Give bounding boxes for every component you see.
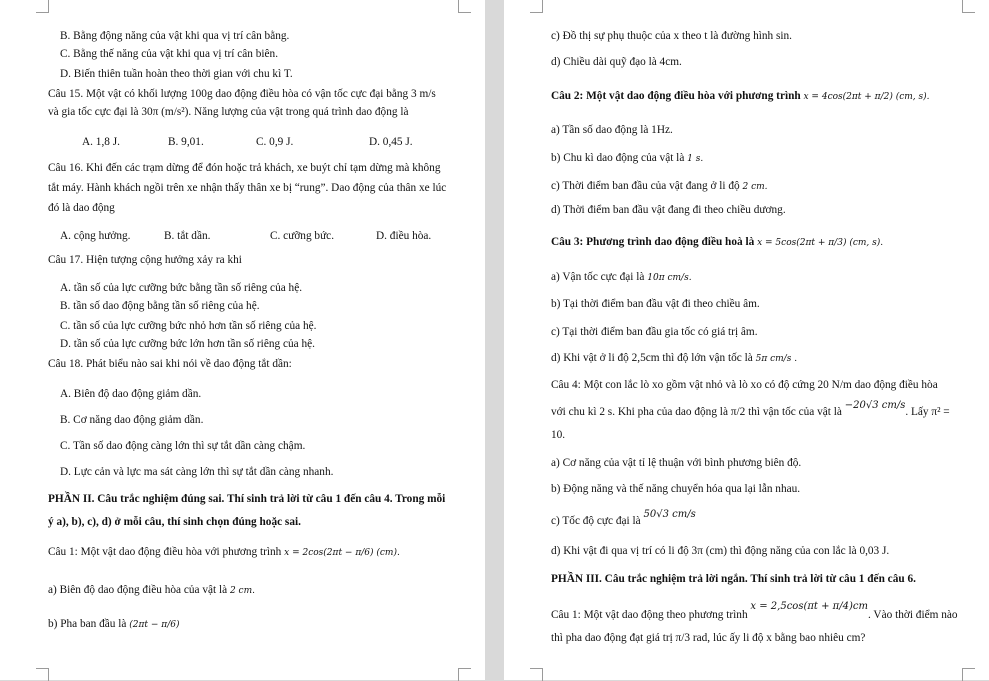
option-line: A. tần số của lực cưỡng bức bằng tần số riêng của hệ.: [60, 282, 303, 294]
statement-line: [551, 351, 797, 366]
question-text: Câu 1: Một vật dao động theo phương trình: [551, 609, 748, 621]
crop-mark: [962, 668, 975, 681]
option: D. điều hòa.: [376, 230, 432, 242]
equation: x = 2cos(2πt − π/6) (cm).: [284, 548, 400, 558]
crop-mark: [36, 668, 49, 681]
statement-text: b) Pha ban đầu là: [48, 618, 127, 630]
statement-line: [551, 509, 696, 529]
statement-line: [551, 151, 703, 166]
q15-options: [82, 135, 413, 149]
statement-line: [48, 583, 255, 598]
question-line: Câu 15. Một vật có khối lượng 100g dao động điều hòa có vận tốc cực đại bằng 3 m/s: [48, 88, 436, 100]
equation: 10π cm/s.: [647, 273, 692, 283]
equation: x = 4cos(2πt + π/2) (cm, s).: [803, 92, 930, 102]
option-line: B. Bằng động năng của vật khi qua vị trí cân bằng.: [60, 30, 290, 42]
statement-line: d) Thời điểm ban đầu vật đang đi theo chiều dương.: [551, 204, 786, 216]
equation: 1 s.: [687, 154, 704, 164]
statement-line: [48, 617, 179, 632]
option-line: B. Cơ năng dao động giảm dần.: [60, 414, 204, 426]
equation: (2πt − π/6): [129, 620, 180, 630]
option-line: D. Lực cản và lực ma sát càng lớn thì sự tắt dần càng nhanh.: [60, 466, 334, 478]
crop-mark: [36, 0, 49, 13]
option: C. cưỡng bức.: [270, 230, 335, 242]
statement-line: [551, 270, 692, 285]
q16-options: [60, 229, 431, 243]
equation: 2 cm.: [742, 182, 768, 192]
section-heading: PHẦN II. Câu trắc nghiệm đúng sai. Thí sinh trả lời từ câu 1 đến câu 4. Trong mỗi: [48, 493, 446, 505]
question-line: [551, 400, 950, 420]
question-line: và gia tốc cực đại là 30π (m/s²). Năng lượng của vật trong quá trình dao động là: [48, 106, 409, 118]
question-line: Câu 18. Phát biểu nào sai khi nói về dao động tắt dần:: [48, 358, 292, 370]
option-line: D. Biến thiên tuần hoàn theo thời gian với chu kì T.: [60, 68, 293, 80]
option: A. 1,8 J.: [82, 136, 120, 148]
question-text: với chu kì 2 s. Khi pha của dao động là π/2 thì vận tốc của vật là: [551, 406, 842, 418]
question-line: [48, 545, 400, 560]
question-line: Câu 4: Một con lắc lò xo gồm vật nhỏ và lò xo có độ cứng 20 N/m dao động điều hòa: [551, 379, 938, 391]
question-text: . Vào thời điểm nào: [867, 609, 958, 621]
option: B. tắt dần.: [164, 230, 211, 242]
section-heading: PHẦN III. Câu trắc nghiệm trả lời ngắn. Thí sinh trả lời từ câu 1 đến câu 6.: [551, 573, 916, 585]
question-text: . Lấy π² =: [905, 406, 950, 418]
statement-text: b) Chu kì dao động của vật là: [551, 152, 685, 164]
question-line: Câu 16. Khi đến các trạm dừng để đón hoặc trả khách, xe buýt chỉ tạm dừng mà không: [48, 162, 441, 174]
section-heading: ý a), b), c), d) ở mỗi câu, thí sinh chọn đúng hoặc sai.: [48, 516, 301, 528]
statement-line: a) Cơ năng của vật tỉ lệ thuận với bình phương biên độ.: [551, 457, 802, 469]
equation: x = 5cos(2πt + π/3) (cm, s).: [757, 238, 884, 248]
statement-text: d) Khi vật ở li độ 2,5cm thì độ lớn vận tốc là: [551, 352, 753, 364]
question-line: tắt máy. Hành khách ngồi trên xe nhận thấy thân xe bị “rung”. Dao động của thân xe lúc: [48, 182, 447, 194]
option-line: B. tần số dao động bằng tần số riêng của hệ.: [60, 300, 260, 312]
statement-line: a) Tần số dao động là 1Hz.: [551, 124, 673, 136]
question-line: Câu 17. Hiện tượng cộng hưởng xảy ra khi: [48, 254, 242, 266]
document-page-left: [0, 0, 485, 680]
option-line: C. tần số của lực cưỡng bức nhỏ hơn tần số riêng của hệ.: [60, 320, 317, 332]
crop-mark: [530, 668, 543, 681]
equation: x = 2,5cos(πt + π/4)cm: [750, 601, 868, 612]
statement-line: c) Tại thời điểm ban đầu gia tốc có giá trị âm.: [551, 326, 758, 338]
crop-mark: [458, 668, 471, 681]
statement-line: [551, 179, 768, 194]
statement-text: a) Vận tốc cực đại là: [551, 271, 645, 283]
option: C. 0,9 J.: [256, 136, 294, 148]
equation: 5π cm/s .: [755, 354, 798, 364]
statement-text: c) Tốc độ cực đại là: [551, 515, 641, 527]
document-page-right: [504, 0, 989, 680]
question-line: 10.: [551, 429, 566, 441]
option-line: D. tần số của lực cưỡng bức lớn hơn tần số riêng của hệ.: [60, 338, 315, 350]
question-text: Câu 3: Phương trình dao động điều hoà là: [551, 236, 755, 248]
statement-text: c) Thời điểm ban đầu của vật đang ở li độ: [551, 180, 740, 192]
question-line: [551, 235, 883, 250]
statement-line: d) Chiều dài quỹ đạo là 4cm.: [551, 56, 682, 68]
option-line: C. Bằng thế năng của vật khi qua vị trí cân biên.: [60, 48, 279, 60]
statement-line: b) Tại thời điểm ban đầu vật đi theo chiều âm.: [551, 298, 760, 310]
question-line: thì pha dao động đạt giá trị π/3 rad, lúc ấy li độ x bằng bao nhiêu cm?: [551, 632, 866, 644]
statement-line: d) Khi vật đi qua vị trí có li độ 3π (cm) thì động năng của con lắc là 0,03 J.: [551, 545, 890, 557]
statement-text: a) Biên độ dao động điều hòa của vật là: [48, 584, 228, 596]
question-line: đó là dao động: [48, 202, 115, 214]
option: A. cộng hưởng.: [60, 230, 131, 242]
option: D. 0,45 J.: [369, 136, 413, 148]
question-text: Câu 2: Một vật dao động điều hòa với phương trình: [551, 90, 801, 102]
question-line: [551, 601, 958, 623]
statement-line: c) Đồ thị sự phụ thuộc của x theo t là đường hình sin.: [551, 30, 792, 42]
crop-mark: [962, 0, 975, 13]
question-text: Câu 1: Một vật dao động điều hòa với phương trình: [48, 546, 282, 558]
crop-mark: [458, 0, 471, 13]
option: B. 9,01.: [168, 136, 204, 148]
equation: 2 cm.: [229, 586, 255, 596]
crop-mark: [530, 0, 543, 13]
option-line: A. Biên độ dao động giảm dần.: [60, 388, 202, 400]
equation: −20√3 cm/s: [844, 400, 906, 411]
statement-line: b) Động năng và thế năng chuyển hóa qua lại lẫn nhau.: [551, 483, 801, 495]
equation: 50√3 cm/s: [643, 509, 696, 520]
question-line: [551, 89, 930, 104]
option-line: C. Tần số dao động càng lớn thì sự tắt dần càng chậm.: [60, 440, 306, 452]
